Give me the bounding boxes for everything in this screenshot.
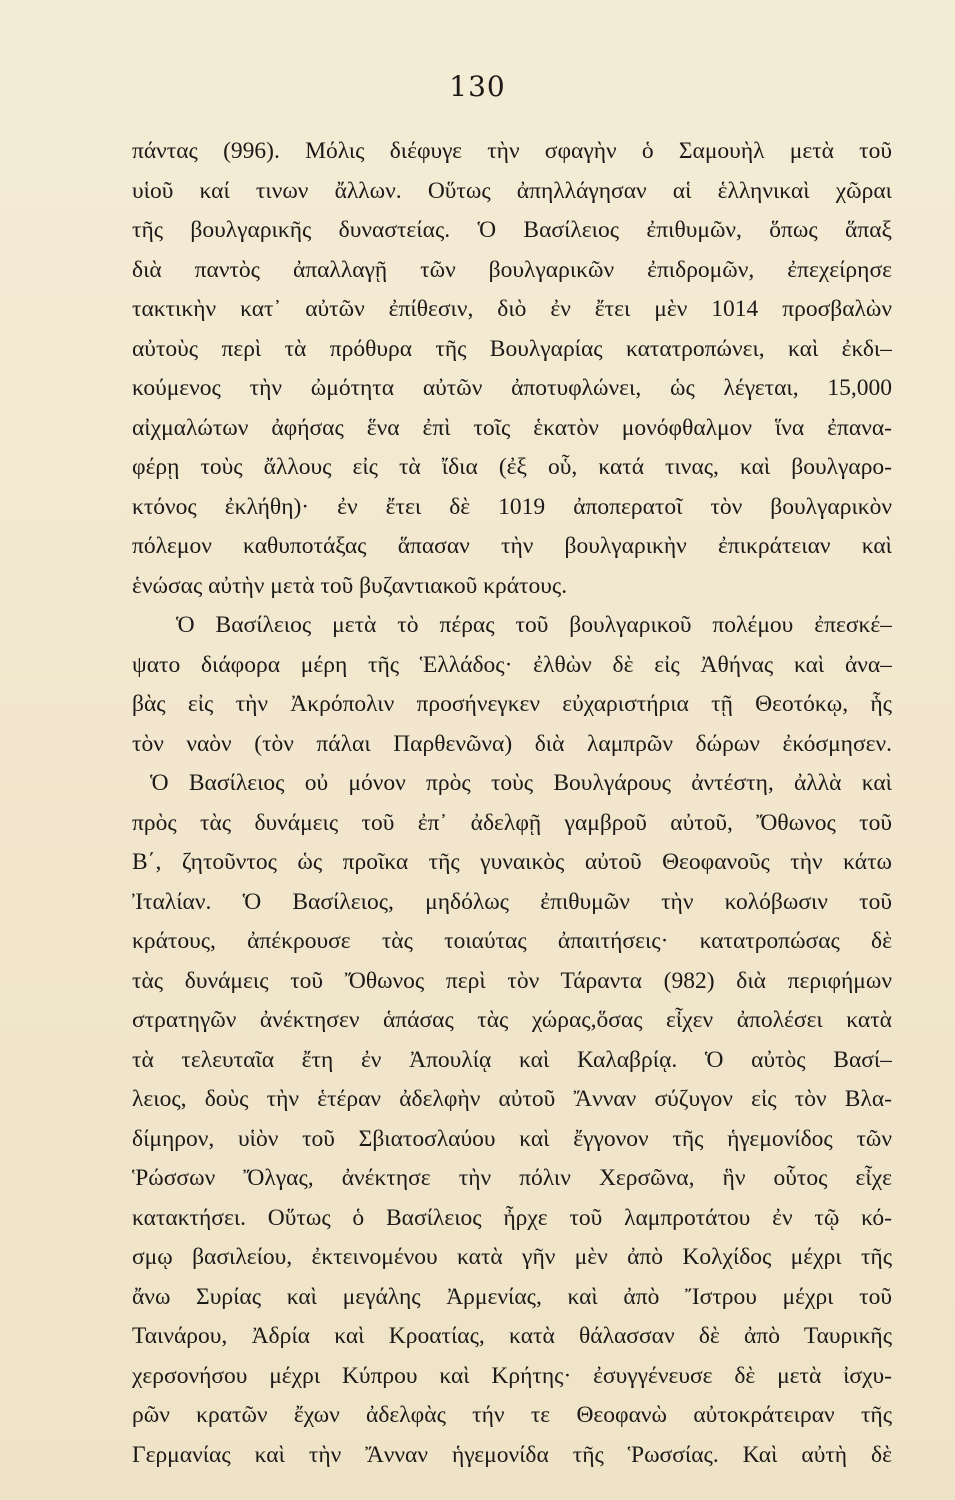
- text-line: Ἰταλίαν. Ὁ Βασίλειος, μηδόλως ἐπιθυμῶν τὴν κολόβωσιν τοῦ: [132, 888, 892, 915]
- text-line: κράτους, ἀπέκρουσε τὰς τοιαύτας ἀπαιτήσεις· κατατροπώσας δὲ: [132, 928, 892, 954]
- text-line: πρὸς τὰς δυνάμεις τοῦ ἐπ᾽ ἀδελφῇ γαμβροῦ αὐτοῦ, Ὄθωνος τοῦ: [132, 809, 892, 836]
- text-line: Ὁ Βασίλειος μετὰ τὸ πέρας τοῦ βουλγαρικοῦ πολέμου ἐπεσκέ–: [176, 612, 892, 638]
- text-line: Γερμανίας καὶ τὴν Ἄνναν ἡγεμονίδα τῆς Ῥωσσίας. Καὶ αὐτὴ δὲ: [132, 1441, 892, 1468]
- text-line: τακτικὴν κατ᾽ αὐτῶν ἐπίθεσιν, διὸ ἐν ἔτει μὲν 1014 προσβαλὼν: [132, 296, 892, 322]
- text-line: φέρῃ τοὺς ἄλλους εἰς τὰ ἴδια (ἐξ οὗ, κατά τινας, καὶ βουλγαρο-: [132, 454, 892, 480]
- text-line: τῆς βουλγαρικῆς δυναστείας. Ὁ Βασίλειος ἐπιθυμῶν, ὅπως ἅπαξ: [132, 217, 892, 243]
- text-line: Ῥώσσων Ὄλγας, ἀνέκτησε τὴν πόλιν Χερσῶνα, ἣν οὗτος εἶχε: [132, 1165, 892, 1191]
- text-line: ἑνώσας αὐτὴν μετὰ τοῦ βυζαντιακοῦ κράτους.: [132, 572, 568, 599]
- text-line: κούμενος τὴν ὠμότητα αὐτῶν ἀποτυφλώνει, ὡς λέγεται, 15,000: [132, 375, 892, 401]
- text-line: Ὁ Βασίλειος οὐ μόνον πρὸς τοὺς Βουλγάρους ἀντέστη, ἀλλὰ καὶ: [150, 770, 892, 796]
- text-line: ἄνω Συρίας καὶ μεγάλης Ἀρμενίας, καὶ ἀπὸ Ἴστρου μέχρι τοῦ: [132, 1283, 892, 1310]
- text-line: λειος, δοὺς τὴν ἑτέραν ἀδελφὴν αὐτοῦ Ἄνναν σύζυγον εἰς τὸν Βλα-: [132, 1086, 892, 1112]
- text-line: πάντας (996). Μόλις διέφυγε τὴν σφαγὴν ὁ Σαμουὴλ μετὰ τοῦ: [132, 138, 892, 164]
- text-line: τὰ τελευταῖα ἔτη ἐν Ἀπουλίᾳ καὶ Καλαβρίᾳ. Ὁ αὐτὸς Βασί–: [132, 1046, 892, 1073]
- text-line: υἱοῦ καί τινων ἄλλων. Οὕτως ἀπηλλάγησαν αἱ ἑλληνικαὶ χῶραι: [132, 177, 892, 204]
- text-line: στρατηγῶν ἀνέκτησεν ἁπάσας τὰς χώρας,ὅσας εἶχεν ἀπολέσει κατὰ: [132, 1007, 892, 1033]
- text-line: τὰς δυνάμεις τοῦ Ὄθωνος περὶ τὸν Τάραντα (982) διὰ περιφήμων: [132, 967, 892, 994]
- text-line: ψατο διάφορα μέρη τῆς Ἑλλάδος· ἐλθὼν δὲ εἰς Ἀθήνας καὶ ἀνα–: [132, 651, 892, 678]
- text-line: ρῶν κρατῶν ἔχων ἀδελφὰς τήν τε Θεοφανὼ αὐτοκράτειραν τῆς: [132, 1402, 892, 1428]
- text-line: δίμηρον, υἱὸν τοῦ Σβιατοσλαύου καὶ ἔγγονον τῆς ἡγεμονίδος τῶν: [132, 1125, 892, 1152]
- body-text: [132, 132, 892, 1475]
- text-line: Ταινάρου, Ἀδρία καὶ Κροατίας, κατὰ θάλασσαν δὲ ἀπὸ Ταυρικῆς: [132, 1323, 892, 1349]
- text-line: Β΄, ζητοῦντος ὡς προῖκα τῆς γυναικὸς αὐτοῦ Θεοφανοῦς τὴν κάτω: [132, 849, 892, 875]
- text-line: βὰς εἰς τὴν Ἀκρόπολιν προσήνεγκεν εὐχαριστήρια τῇ Θεοτόκῳ, ἧς: [132, 691, 892, 717]
- text-line: σμῳ βασιλείου, ἐκτεινομένου κατὰ γῆν μὲν ἀπὸ Κολχίδος μέχρι τῆς: [132, 1244, 892, 1270]
- text-line: αἰχμαλώτων ἀφήσας ἕνα ἐπὶ τοῖς ἑκατὸν μονόφθαλμον ἵνα ἐπανα-: [132, 414, 892, 441]
- text-line: τὸν ναὸν (τὸν πάλαι Παρθενῶνα) διὰ λαμπρῶν δώρων ἐκόσμησεν.: [132, 730, 892, 757]
- page-number: 130: [449, 70, 506, 103]
- text-line: διὰ παντὸς ἀπαλλαγῇ τῶν βουλγαρικῶν ἐπιδρομῶν, ἐπεχείρησε: [132, 256, 892, 283]
- text-line: κτόνος ἐκλήθη)· ἐν ἔτει δὲ 1019 ἀποπερατοῖ τὸν βουλγαρικὸν: [132, 493, 892, 520]
- text-line: χερσονήσου μέχρι Κύπρου καὶ Κρήτης· ἐσυγγένευσε δὲ μετὰ ἰσχυ-: [132, 1362, 892, 1389]
- text-line: πόλεμον καθυποτάξας ἅπασαν τὴν βουλγαρικὴν ἐπικράτειαν καὶ: [132, 533, 892, 559]
- text-line: αὐτοὺς περὶ τὰ πρόθυρα τῆς Βουλγαρίας κατατροπώνει, καὶ ἐκδι–: [132, 335, 892, 362]
- text-line: κατακτήσει. Οὕτως ὁ Βασίλειος ἦρχε τοῦ λαμπροτάτου ἐν τῷ κό-: [132, 1204, 892, 1231]
